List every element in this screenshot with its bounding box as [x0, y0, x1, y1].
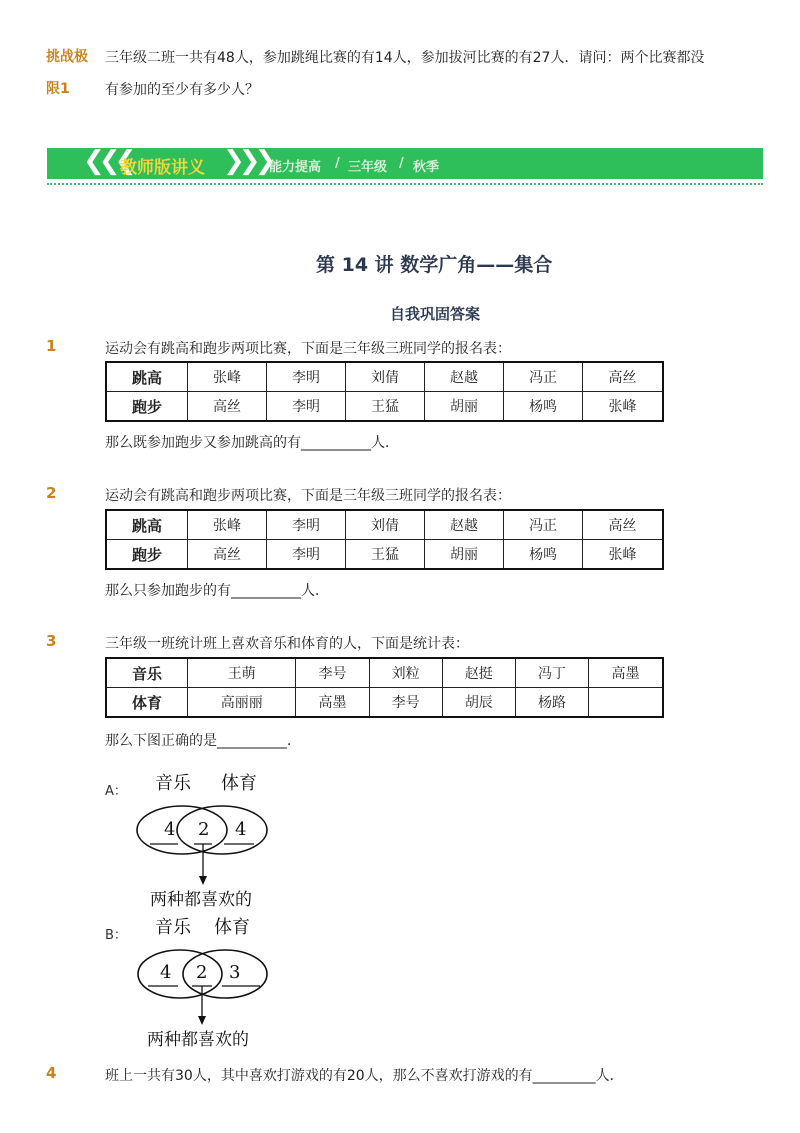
venn-b-right-value: 3 [229, 962, 241, 983]
venn-a-middle-value: 2 [198, 819, 210, 840]
option-b-right-title: 体育 [214, 917, 250, 938]
venn-b-middle-value: 2 [196, 962, 208, 983]
table-cell: 杨鸣 [504, 540, 583, 570]
table-cell: 张峰 [583, 392, 663, 422]
table-row-header: 音乐 [106, 658, 188, 688]
table-cell: 冯正 [504, 362, 583, 392]
table-cell: 张峰 [188, 362, 267, 392]
question-number-1: 1 [46, 337, 57, 355]
table-cell: 高墨 [296, 688, 369, 718]
table-row-header: 跑步 [106, 540, 188, 570]
registration-table-1 [105, 361, 664, 422]
table-cell: 王猛 [346, 392, 425, 422]
venn-b-left-circle [138, 950, 222, 998]
arrow-down-icon [199, 876, 207, 885]
table-row [106, 688, 663, 718]
table-cell: 李明 [267, 540, 346, 570]
arrow-down-icon [198, 1016, 206, 1025]
table-cell: 高丝 [583, 510, 663, 540]
question-1-intro: 运动会有跳高和跑步两项比赛，下面是三年级三班同学的报名表： [105, 341, 511, 357]
table-row-header: 跳高 [106, 362, 188, 392]
table-row [106, 362, 663, 392]
challenge-label-line2: 限1 [46, 81, 70, 97]
question-2-blank-line: 那么只参加跑步的有__________人． [105, 583, 329, 599]
table-cell: 高丽丽 [188, 688, 296, 718]
challenge-text-line1: 三年级二班一共有48人，参加跳绳比赛的有14人，参加拔河比赛的有27人．请问：两个比赛都没 [105, 50, 705, 66]
teacher-banner [47, 148, 763, 179]
venn-b-caption: 两种都喜欢的 [147, 1030, 249, 1050]
table-cell: 高丝 [583, 362, 663, 392]
table-cell: 李号 [369, 688, 442, 718]
challenge-label [46, 46, 88, 98]
table-row-header: 跑步 [106, 392, 188, 422]
venn-a-caption: 两种都喜欢的 [150, 890, 252, 910]
table-cell: 杨路 [515, 688, 588, 718]
banner-crumb-sep2: / [399, 156, 404, 171]
banner-crumb-season: 秋季 [413, 160, 440, 175]
registration-table-2 [105, 509, 664, 570]
table-cell: 刘倩 [346, 510, 425, 540]
challenge-label-line1: 挑战极 [46, 49, 88, 65]
question-4-text: 班上一共有30人，其中喜欢打游戏的有20人，那么不喜欢打游戏的有_________人． [105, 1068, 624, 1084]
table-cell: 赵越 [425, 362, 504, 392]
table-cell: 李明 [267, 510, 346, 540]
banner-title: 教师版讲义 [120, 158, 205, 178]
venn-b-left-value: 4 [160, 962, 172, 983]
venn-a-left-circle [137, 806, 227, 854]
venn-a-left-value: 4 [164, 819, 176, 840]
table-cell: 张峰 [188, 510, 267, 540]
table-cell: 高丝 [188, 392, 267, 422]
table-row [106, 510, 663, 540]
venn-a-right-value: 4 [235, 819, 247, 840]
table-cell: 冯丁 [515, 658, 588, 688]
option-b-label: B： [105, 928, 127, 943]
table-cell: 刘倩 [346, 362, 425, 392]
banner-divider [47, 183, 763, 185]
banner-crumb-ability: 能力提高 [269, 160, 322, 175]
chevrons-right-icon: ❯❯❯ [223, 146, 271, 176]
table-row [106, 658, 663, 688]
venn-diagram-b [130, 946, 280, 1036]
option-b-left-title: 音乐 [155, 917, 191, 938]
table-cell: 胡丽 [425, 392, 504, 422]
table-cell: 高墨 [589, 658, 663, 688]
chevrons-left-icon: ❮❮❮ [83, 146, 131, 176]
table-row-header: 跳高 [106, 510, 188, 540]
table-cell: 李明 [267, 392, 346, 422]
table-cell: 李明 [267, 362, 346, 392]
question-3-blank-line: 那么下图正确的是__________． [105, 733, 301, 749]
table-cell: 胡丽 [425, 540, 504, 570]
banner-crumb-sep1: / [335, 156, 340, 171]
section-title: 自我巩固答案 [390, 305, 481, 323]
table-cell: 冯正 [504, 510, 583, 540]
table-cell: 张峰 [583, 540, 663, 570]
banner-crumb-grade: 三年级 [348, 160, 388, 175]
question-number-3: 3 [46, 632, 57, 650]
option-a-label: A： [105, 784, 127, 799]
table-cell: 王猛 [346, 540, 425, 570]
table-row [106, 540, 663, 570]
table-cell [589, 688, 663, 718]
question-1-blank-line: 那么既参加跑步又参加跳高的有__________人． [105, 435, 399, 451]
table-row-header: 体育 [106, 688, 188, 718]
lecture-title: 第 14 讲 数学广角——集合 [316, 254, 553, 276]
table-cell: 王萌 [188, 658, 296, 688]
table-cell: 刘粒 [369, 658, 442, 688]
survey-table-3 [105, 657, 664, 718]
question-number-2: 2 [46, 484, 57, 502]
question-3-intro: 三年级一班统计班上喜欢音乐和体育的人，下面是统计表： [105, 636, 469, 652]
question-number-4: 4 [46, 1064, 57, 1082]
table-cell: 胡辰 [442, 688, 515, 718]
table-cell: 杨鸣 [504, 392, 583, 422]
challenge-text-line2: 有参加的至少有多少人？ [105, 82, 259, 98]
venn-diagram-a [130, 802, 280, 892]
table-cell: 赵越 [425, 510, 504, 540]
venn-a-right-circle [177, 806, 267, 854]
table-row [106, 392, 663, 422]
table-cell: 李号 [296, 658, 369, 688]
option-a-right-title: 体育 [221, 773, 257, 794]
question-2-intro: 运动会有跳高和跑步两项比赛，下面是三年级三班同学的报名表： [105, 488, 511, 504]
table-cell: 高丝 [188, 540, 267, 570]
table-cell: 赵挺 [442, 658, 515, 688]
option-a-left-title: 音乐 [155, 773, 191, 794]
